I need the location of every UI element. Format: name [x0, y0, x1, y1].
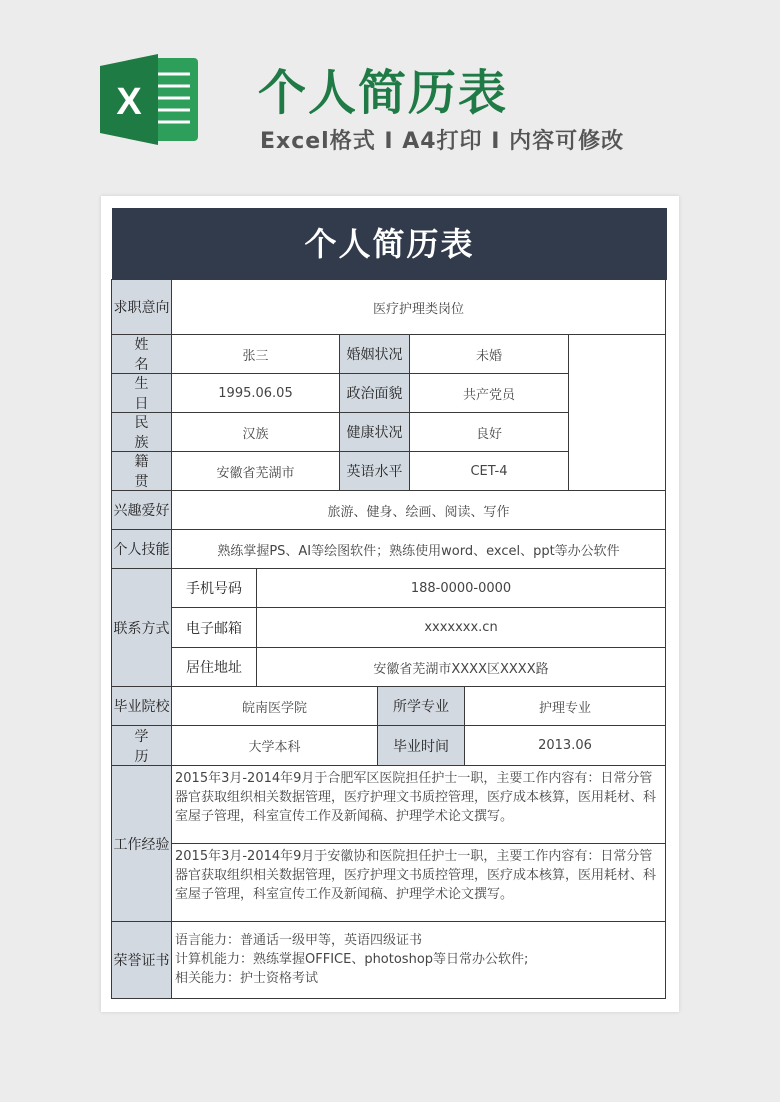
banner	[0, 0, 780, 190]
english-value[interactable]: CET-4	[409, 451, 569, 491]
political-label: 政治面貌	[339, 373, 410, 413]
phone-value[interactable]: 188-0000-0000	[256, 568, 666, 608]
major-label: 所学专业	[377, 686, 465, 726]
hobbies-value[interactable]: 旅游、健身、绘画、阅读、写作	[171, 490, 666, 530]
name-label: 姓名	[111, 334, 172, 374]
hometown-label: 籍贯	[111, 451, 172, 491]
honor-line: 语言能力：普通话一级甲等，英语四级证书	[175, 933, 423, 948]
marital-label: 婚姻状况	[339, 334, 410, 374]
banner-subtitle: Excel格式 I A4打印 I 内容可修改	[260, 129, 625, 154]
marital-value[interactable]: 未婚	[409, 334, 569, 374]
health-value[interactable]: 良好	[409, 412, 569, 452]
degree-label: 学历	[111, 725, 172, 766]
birth-label: 生日	[111, 373, 172, 413]
address-label: 居住地址	[171, 647, 257, 687]
health-label: 健康状况	[339, 412, 410, 452]
grad-time-value[interactable]: 2013.06	[464, 725, 666, 766]
experience-label: 工作经验	[111, 765, 172, 922]
ethnicity-value[interactable]: 汉族	[171, 412, 340, 452]
address-value[interactable]: 安徽省芜湖市XXXX区XXXX路	[256, 647, 666, 687]
school-label: 毕业院校	[111, 686, 172, 726]
sheet-title: 个人简历表	[112, 208, 667, 280]
school-value[interactable]: 皖南医学院	[171, 686, 378, 726]
english-label: 英语水平	[339, 451, 410, 491]
ethnicity-label: 民族	[111, 412, 172, 452]
honor-line: 计算机能力：熟练掌握OFFICE、photoshop等日常办公软件;	[175, 952, 529, 967]
honors-value[interactable]	[171, 921, 666, 999]
name-value[interactable]: 张三	[171, 334, 340, 374]
excel-logo-icon	[100, 52, 200, 147]
birth-value[interactable]: 1995.06.05	[171, 373, 340, 413]
objective-label: 求职意向	[111, 279, 172, 335]
resume-sheet	[112, 208, 667, 999]
banner-title: 个人简历表	[258, 65, 509, 121]
skills-value[interactable]: 熟练掌握PS、AI等绘图软件；熟练使用word、excel、ppt等办公软件	[171, 529, 666, 569]
email-value[interactable]: xxxxxxx.cn	[256, 607, 666, 648]
contact-label: 联系方式	[111, 568, 172, 687]
hobbies-label: 兴趣爱好	[111, 490, 172, 530]
svg-text:X: X	[116, 81, 142, 123]
honor-line: 相关能力：护士资格考试	[175, 971, 319, 986]
major-value[interactable]: 护理专业	[464, 686, 666, 726]
experience-item[interactable]: 2015年3月-2014年9月于合肥军区医院担任护士一职，主要工作内容有：日常分管器官获取组织相关数据管理，医疗护理文书质控管理，医疗成本核算，医用耗材、科室屋子管理，科室宣传工作及新闻稿、护理学术论文撰写。	[171, 765, 666, 844]
political-value[interactable]: 共产党员	[409, 373, 569, 413]
photo-area[interactable]	[568, 334, 666, 491]
grad-time-label: 毕业时间	[377, 725, 465, 766]
phone-label: 手机号码	[171, 568, 257, 608]
degree-value[interactable]: 大学本科	[171, 725, 378, 766]
hometown-value[interactable]: 安徽省芜湖市	[171, 451, 340, 491]
skills-label: 个人技能	[111, 529, 172, 569]
objective-value[interactable]: 医疗护理类岗位	[171, 279, 666, 335]
experience-item[interactable]: 2015年3月-2014年9月于安徽协和医院担任护士一职，主要工作内容有：日常分管器官获取组织相关数据管理，医疗护理文书质控管理，医疗成本核算，医用耗材、科室屋子管理，科室宣传工作及新闻稿、护理学术论文撰写。	[171, 843, 666, 922]
honors-label: 荣誉证书	[111, 921, 172, 999]
email-label: 电子邮箱	[171, 607, 257, 648]
